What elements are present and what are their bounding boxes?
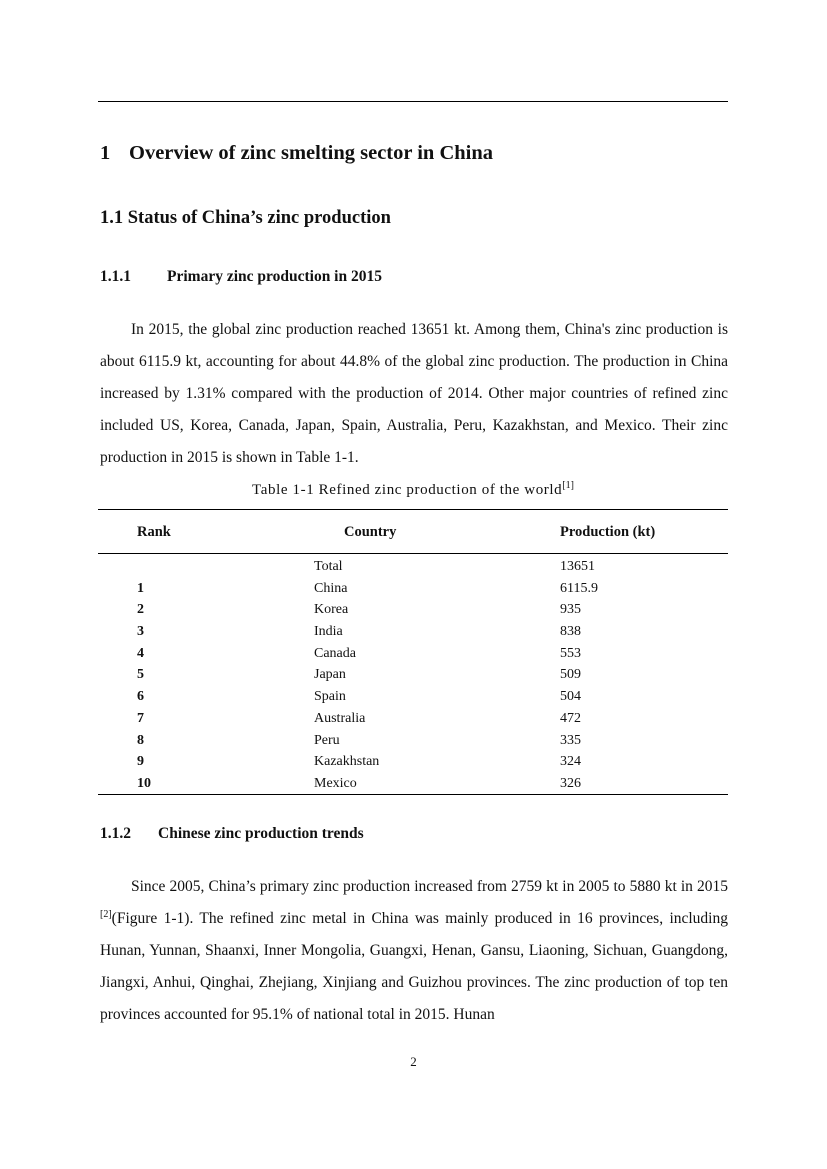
rank-cell: 4 [137,645,144,661]
page-number: 2 [410,1054,417,1069]
country-cell: Spain [314,689,346,705]
chapter-heading [100,142,493,165]
paragraph-production-trends [100,871,728,1031]
rank-cell: 10 [137,775,151,791]
table-row [0,731,827,753]
table-row [0,557,827,579]
paragraph-text: Since 2005, China’s primary zinc production increased from 2759 kt in 2005 to 5880 kt in 2015 [131,878,728,895]
country-cell: Australia [314,710,366,726]
subsection-title: Chinese zinc production trends [158,825,364,842]
production-cell: 6115.9 [560,580,598,596]
table-bottom-rule [98,794,728,795]
paragraph-text: (Figure 1-1). The refined zinc metal in China was mainly produced in 16 provinces, including Hunan, Yunnan, Shaanxi, Inner Mongolia, Guangxi, Henan, Gansu, Liaoning, Sichuan, Guangdong, Jiangxi, Anhui, Qinghai, Zhejiang, Xinjiang and Guizhou provinces. The zinc production of top ten provinces accounted for 95.1% of national total in 2015. Hunan [100,910,728,1023]
country-cell: Kazakhstan [314,754,380,770]
column-header-production: Production (kt) [560,524,656,540]
table-row [0,709,827,731]
chapter-number: 1 [100,142,111,164]
country-cell: Canada [314,645,356,661]
table-header-rule [98,553,728,554]
table-row [0,600,827,622]
production-cell: 324 [560,754,581,770]
country-cell: Mexico [314,775,357,791]
rank-cell: 3 [137,624,144,640]
subsection-heading-1-1-2 [100,825,364,843]
paragraph-global-production: In 2015, the global zinc production reached 13651 kt. Among them, China's zinc production is about 6115.9 kt, accounting for about 44.8% of the global zinc production. The production in China increased by 1.31% compared with the production of 2014. Other major countries of refined zinc included US, Korea, Canada, Japan, Spain, Australia, Peru, Kazakhstan, and Mexico. Their zinc production in 2015 is shown in Table 1-1. [100,321,728,466]
production-cell: 838 [560,624,581,640]
table-row [0,687,827,709]
rank-cell: 1 [137,580,144,596]
country-cell: India [314,624,343,640]
column-header-rank: Rank [137,524,171,540]
header-rule [98,101,728,102]
production-cell: 326 [560,775,581,791]
table-row [0,774,827,796]
rank-cell: 9 [137,754,144,770]
citation-reference: [2] [100,908,112,920]
rank-cell: 7 [137,710,144,726]
subsection-title: Primary zinc production in 2015 [167,268,382,285]
production-cell: 335 [560,732,581,748]
rank-cell: 2 [137,602,144,618]
country-cell: Korea [314,602,349,618]
table-top-rule [98,509,728,510]
table-body [0,557,827,796]
country-cell: Total [314,559,343,574]
section-heading: 1.1 Status of China’s zinc production [100,208,391,228]
subsection-heading-1-1-1 [100,268,382,286]
production-cell: 935 [560,602,581,618]
country-cell: Japan [314,667,346,683]
table-caption [98,482,728,499]
rank-cell: 8 [137,732,144,748]
country-cell: China [314,580,348,596]
production-cell: 553 [560,645,581,661]
country-cell: Peru [314,732,340,748]
subsection-number: 1.1.1 [100,268,131,285]
production-cell: 472 [560,710,581,726]
table-row [0,622,827,644]
subsection-number: 1.1.2 [100,825,131,842]
table-caption-reference: [1] [562,480,574,491]
production-cell: 509 [560,667,581,683]
rank-cell: 6 [137,689,144,705]
table-row [0,579,827,601]
column-header-country: Country [344,524,397,540]
table-row [0,665,827,687]
table-caption-text: Table 1-1 Refined zinc production of the world [252,482,563,498]
chapter-title: Overview of zinc smelting sector in China [129,142,494,164]
production-cell: 13651 [560,559,595,574]
table-row [0,644,827,666]
rank-cell: 5 [137,667,144,683]
table-row [0,752,827,774]
production-cell: 504 [560,689,581,705]
